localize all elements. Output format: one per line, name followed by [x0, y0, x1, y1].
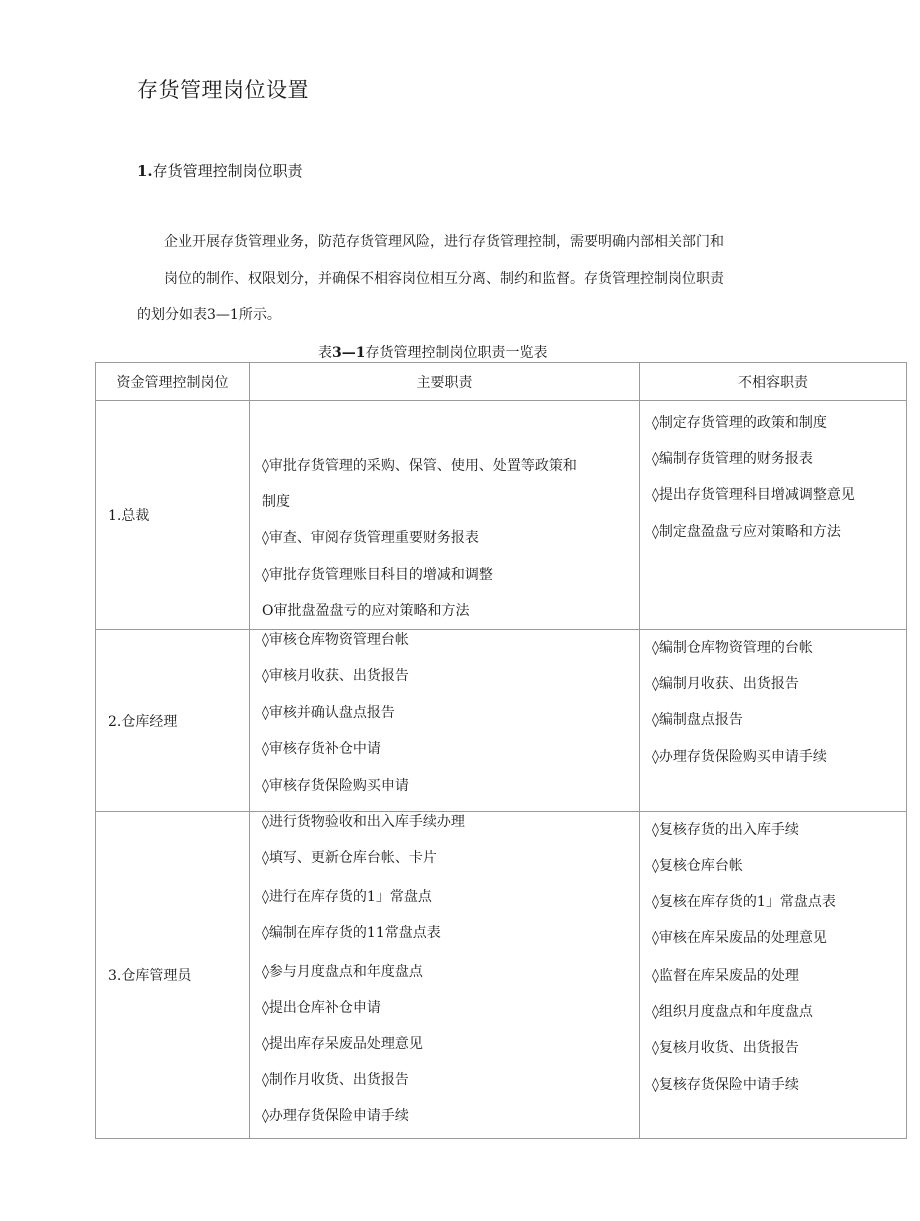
duty-line: ◊填写、更新仓库台帐、卡片: [262, 850, 437, 866]
duty-line: ◊审核仓库物资管理台帐: [262, 632, 409, 648]
paragraph-line-3: 的划分如表3—1所示。: [137, 307, 281, 323]
duty-line: ◊审核并确认盘点报告: [262, 705, 395, 721]
duty-line: ◊编制月收获、出货报告: [652, 676, 799, 692]
duty-line: ◊审批存货管理的采购、保管、使用、处置等政策和: [262, 458, 577, 474]
table-header-row: [96, 363, 907, 401]
page-title: 存货管理岗位设置: [137, 78, 309, 102]
duty-line: ◊审核月收获、出货报告: [262, 668, 409, 684]
duty-line: ◊复核月收货、出货报告: [652, 1040, 799, 1056]
table-caption: [318, 342, 547, 362]
duty-line: ◊审核存货补仓中请: [262, 741, 381, 757]
duty-line: ◊审核在库呆废品的处理意见: [652, 930, 827, 946]
duty-line: O审批盘盈盘亏的应对策略和方法: [262, 603, 470, 619]
duty-line: ◊进行货物验收和出入库手续办理: [262, 814, 465, 830]
header-incompatible-duties: 不相容职责: [640, 363, 907, 401]
duty-line: ◊提出仓库补仓申请: [262, 1000, 381, 1016]
duty-line: 制度: [262, 494, 290, 510]
duty-line: ◊复核存货保险中请手续: [652, 1077, 799, 1093]
role-cell: 3.仓库管理员: [96, 812, 250, 1139]
main-duties-cell: [250, 401, 640, 630]
duty-line: ◊办理存货保险购买申请手续: [652, 749, 827, 765]
table-row: [96, 401, 907, 630]
duty-line: ◊编制盘点报告: [652, 712, 743, 728]
caption-prefix: 表: [318, 345, 332, 361]
paragraph-line-2: 岗位的制作、权限划分，并确保不相容岗位相互分离、制约和监督。存货管理控制岗位职责: [164, 271, 724, 287]
duty-line: ◊监督在库呆废品的处理: [652, 968, 799, 984]
duty-line: ◊审批存货管理账目科目的增减和调整: [262, 567, 493, 583]
duty-table: [95, 362, 907, 1139]
table-row: [96, 630, 907, 812]
duty-line: ◊组织月度盘点和年度盘点: [652, 1004, 813, 1020]
duty-line: ◊审查、审阅存货管理重要财务报表: [262, 530, 479, 546]
paragraph-line-1: 企业开展存货管理业务，防范存货管理风险，进行存货管理控制，需要明确内部相关部门和: [164, 234, 724, 250]
header-position: 资金管理控制岗位: [96, 363, 250, 401]
duty-line: ◊提出库存呆废品处理意见: [262, 1036, 423, 1052]
duty-line: ◊制定存货管理的政策和制度: [652, 415, 827, 431]
section-title: 存货管理控制岗位职责: [152, 162, 303, 180]
duty-line: ◊编制在库存货的11常盘点表: [262, 925, 441, 941]
duty-line: ◊复核仓库台帐: [652, 858, 743, 874]
main-duties-cell: [250, 630, 640, 812]
duty-line: ◊进行在库存货的1」常盘点: [262, 889, 432, 905]
caption-number: 3—1: [332, 345, 366, 361]
duty-line: ◊审核存货保险购买申请: [262, 778, 409, 794]
role-cell: 1.总裁: [96, 401, 250, 630]
duty-line: ◊复核存货的出入库手续: [652, 822, 799, 838]
duty-line: ◊办理存货保险申请手续: [262, 1108, 409, 1124]
duty-line: ◊制作月收货、出货报告: [262, 1072, 409, 1088]
table-row: [96, 812, 907, 1139]
main-duties-cell: [250, 812, 640, 1139]
section-heading: [137, 160, 303, 181]
header-main-duties: 主要职责: [250, 363, 640, 401]
duty-line: ◊编制存货管理的财务报表: [652, 451, 813, 467]
incompatible-duties-cell: [640, 812, 907, 1139]
caption-text: 存货管理控制岗位职责一览表: [365, 345, 548, 361]
role-cell: 2.仓库经理: [96, 630, 250, 812]
duty-line: ◊制定盘盈盘亏应对策略和方法: [652, 524, 841, 540]
duty-line: ◊复核在库存货的1」常盘点表: [652, 894, 836, 910]
section-number: 1.: [137, 162, 153, 180]
incompatible-duties-cell: [640, 630, 907, 812]
duty-line: ◊提出存货管理科目增减调整意见: [652, 487, 855, 503]
duty-line: ◊参与月度盘点和年度盘点: [262, 964, 423, 980]
duty-line: ◊编制仓库物资管理的台帐: [652, 640, 813, 656]
incompatible-duties-cell: [640, 401, 907, 630]
